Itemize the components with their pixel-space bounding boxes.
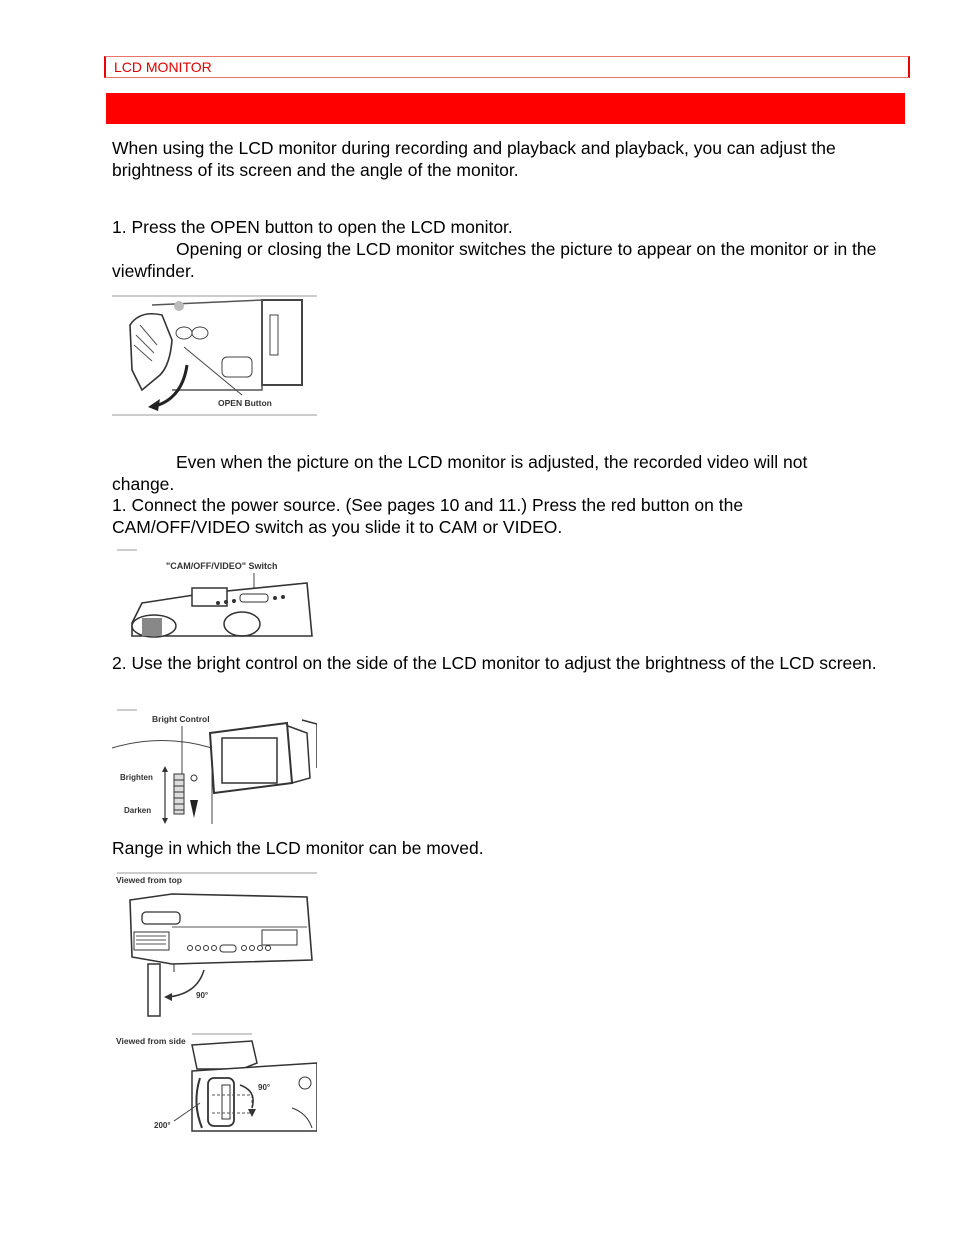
darken-label: Darken xyxy=(124,806,152,815)
title-bar xyxy=(106,93,905,124)
figure-bright-control xyxy=(112,708,317,825)
step-open-note: Opening or closing the LCD monitor switches the picture to appear on the monitor or in the viewfinder. xyxy=(112,239,877,281)
section-header xyxy=(104,56,910,78)
figure-open-button xyxy=(112,295,317,416)
step-open-lcd: 1. Press the OPEN button to open the LCD monitor. xyxy=(112,217,513,237)
figure-switch xyxy=(112,548,317,638)
bright-control-label: Bright Control xyxy=(152,714,210,724)
note-adjust: Even when the picture on the LCD monitor is adjusted, the recorded video will not change. xyxy=(112,452,808,494)
side-view-angle-b: 200° xyxy=(154,1121,171,1130)
figure-top-view xyxy=(112,872,317,1022)
top-view-angle: 90° xyxy=(196,991,209,1000)
side-view-title: Viewed from side xyxy=(116,1036,186,1046)
figure-side-view xyxy=(112,1033,317,1133)
intro-paragraph: When using the LCD monitor during recording and playback and playback, you can adjust the brightness of its screen and the angle of the monitor. xyxy=(112,138,836,180)
step-bright: 2. Use the bright control on the side of the LCD monitor to adjust the brightness of the LCD screen. xyxy=(112,653,877,673)
range-caption: Range in which the LCD monitor can be moved. xyxy=(112,838,484,858)
open-button-label: OPEN Button xyxy=(218,398,272,408)
step-power: 1. Connect the power source. (See pages 10 and 11.) Press the red button on the CAM/OFF/VIDEO switch as you slide it to CAM or VIDEO. xyxy=(112,495,744,537)
side-view-angle-a: 90° xyxy=(258,1083,271,1092)
section-label: LCD MONITOR xyxy=(114,59,212,75)
brighten-label: Brighten xyxy=(120,773,153,782)
switch-label: "CAM/OFF/VIDEO" Switch xyxy=(166,561,278,571)
top-view-title: Viewed from top xyxy=(116,875,182,885)
